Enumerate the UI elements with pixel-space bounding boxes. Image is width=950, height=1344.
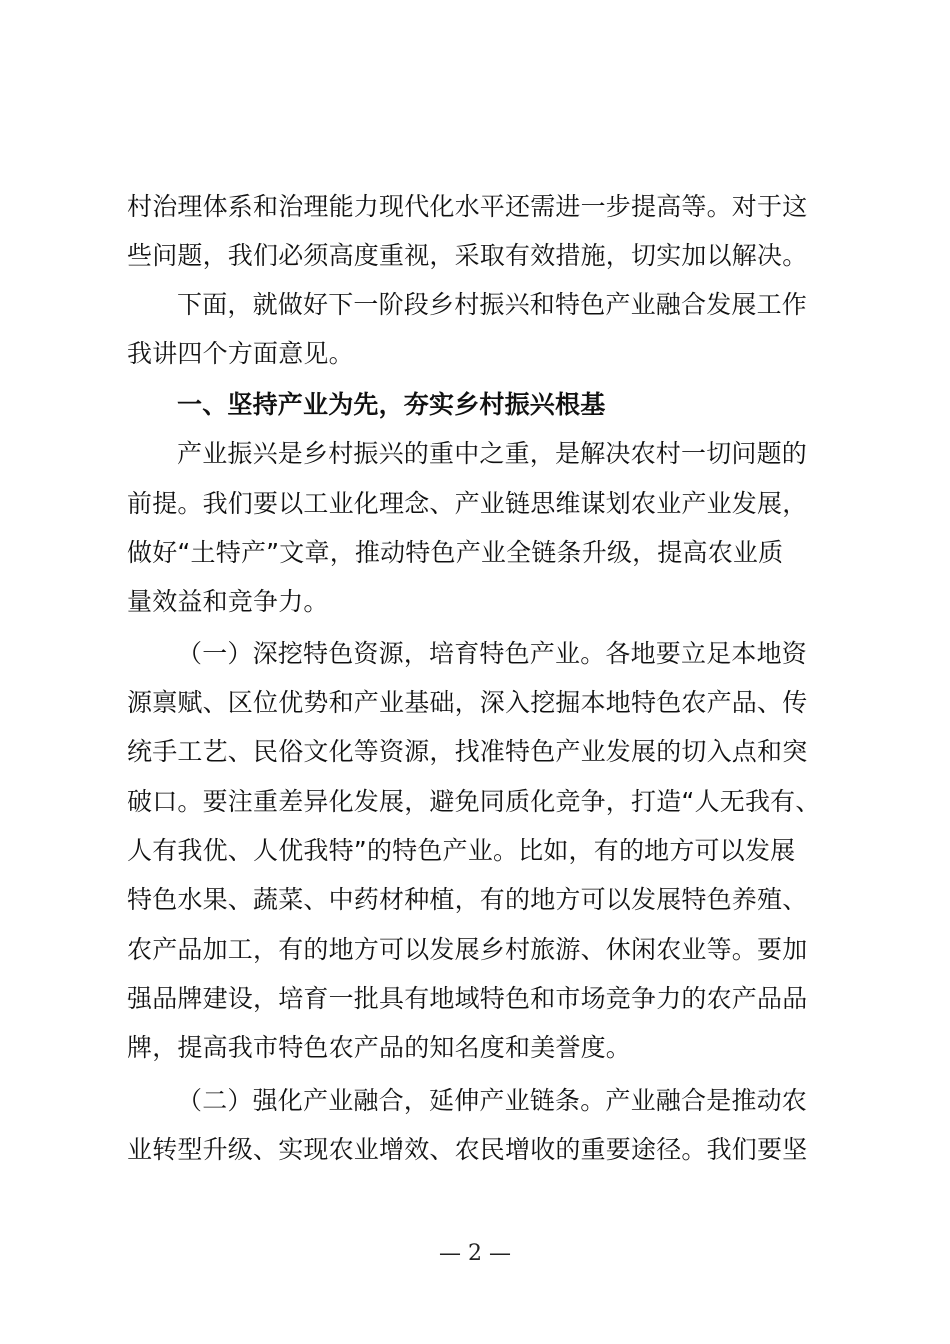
text-line: 我讲四个方面意见。 bbox=[127, 339, 354, 368]
text-line: 特色水果、蔬菜、中药材种植，有的地方可以发展特色养殖、 bbox=[127, 885, 808, 914]
text-line: 强品牌建设，培育一批具有地域特色和市场竞争力的农产品品 bbox=[127, 984, 808, 1013]
text-line: 破口。要注重差异化发展，避免同质化竞争，打造“人无我有、 bbox=[127, 787, 821, 816]
text-line: 源禀赋、区位优势和产业基础，深入挖掘本地特色农产品、传 bbox=[127, 688, 808, 717]
text-line: 牌，提高我市特色农产品的知名度和美誉度。 bbox=[127, 1033, 632, 1062]
text-line: 量效益和竞争力。 bbox=[127, 587, 329, 616]
text-line: 统手工艺、民俗文化等资源，找准特色产业发展的切入点和突 bbox=[127, 737, 808, 766]
text-line: 业转型升级、实现农业增效、农民增收的重要途径。我们要坚 bbox=[127, 1135, 808, 1164]
text-line: 前提。我们要以工业化理念、产业链思维谋划农业产业发展， bbox=[127, 489, 808, 518]
text-line: 农产品加工，有的地方可以发展乡村旅游、休闲农业等。要加 bbox=[127, 935, 808, 964]
text-line: 些问题，我们必须高度重视，采取有效措施，切实加以解决。 bbox=[127, 241, 808, 270]
text-line: 产业振兴是乡村振兴的重中之重，是解决农村一切问题的 bbox=[177, 439, 808, 468]
page-number: — 2 — bbox=[439, 1241, 511, 1266]
text-line: 下面，就做好下一阶段乡村振兴和特色产业融合发展工作 bbox=[177, 290, 808, 319]
section-heading: 一、坚持产业为先，夯实乡村振兴根基 bbox=[177, 390, 606, 419]
text-line: 做好“土特产”文章，推动特色产业全链条升级，提高农业质 bbox=[127, 538, 784, 567]
text-line: （二）强化产业融合，延伸产业链条。产业融合是推动农 bbox=[177, 1086, 808, 1115]
text-line: 人有我优、人优我特”的特色产业。比如，有的地方可以发展 bbox=[127, 836, 796, 865]
text-line: 村治理体系和治理能力现代化水平还需进一步提高等。对于这 bbox=[127, 192, 808, 221]
text-line: （一）深挖特色资源，培育特色产业。各地要立足本地资 bbox=[177, 639, 808, 668]
